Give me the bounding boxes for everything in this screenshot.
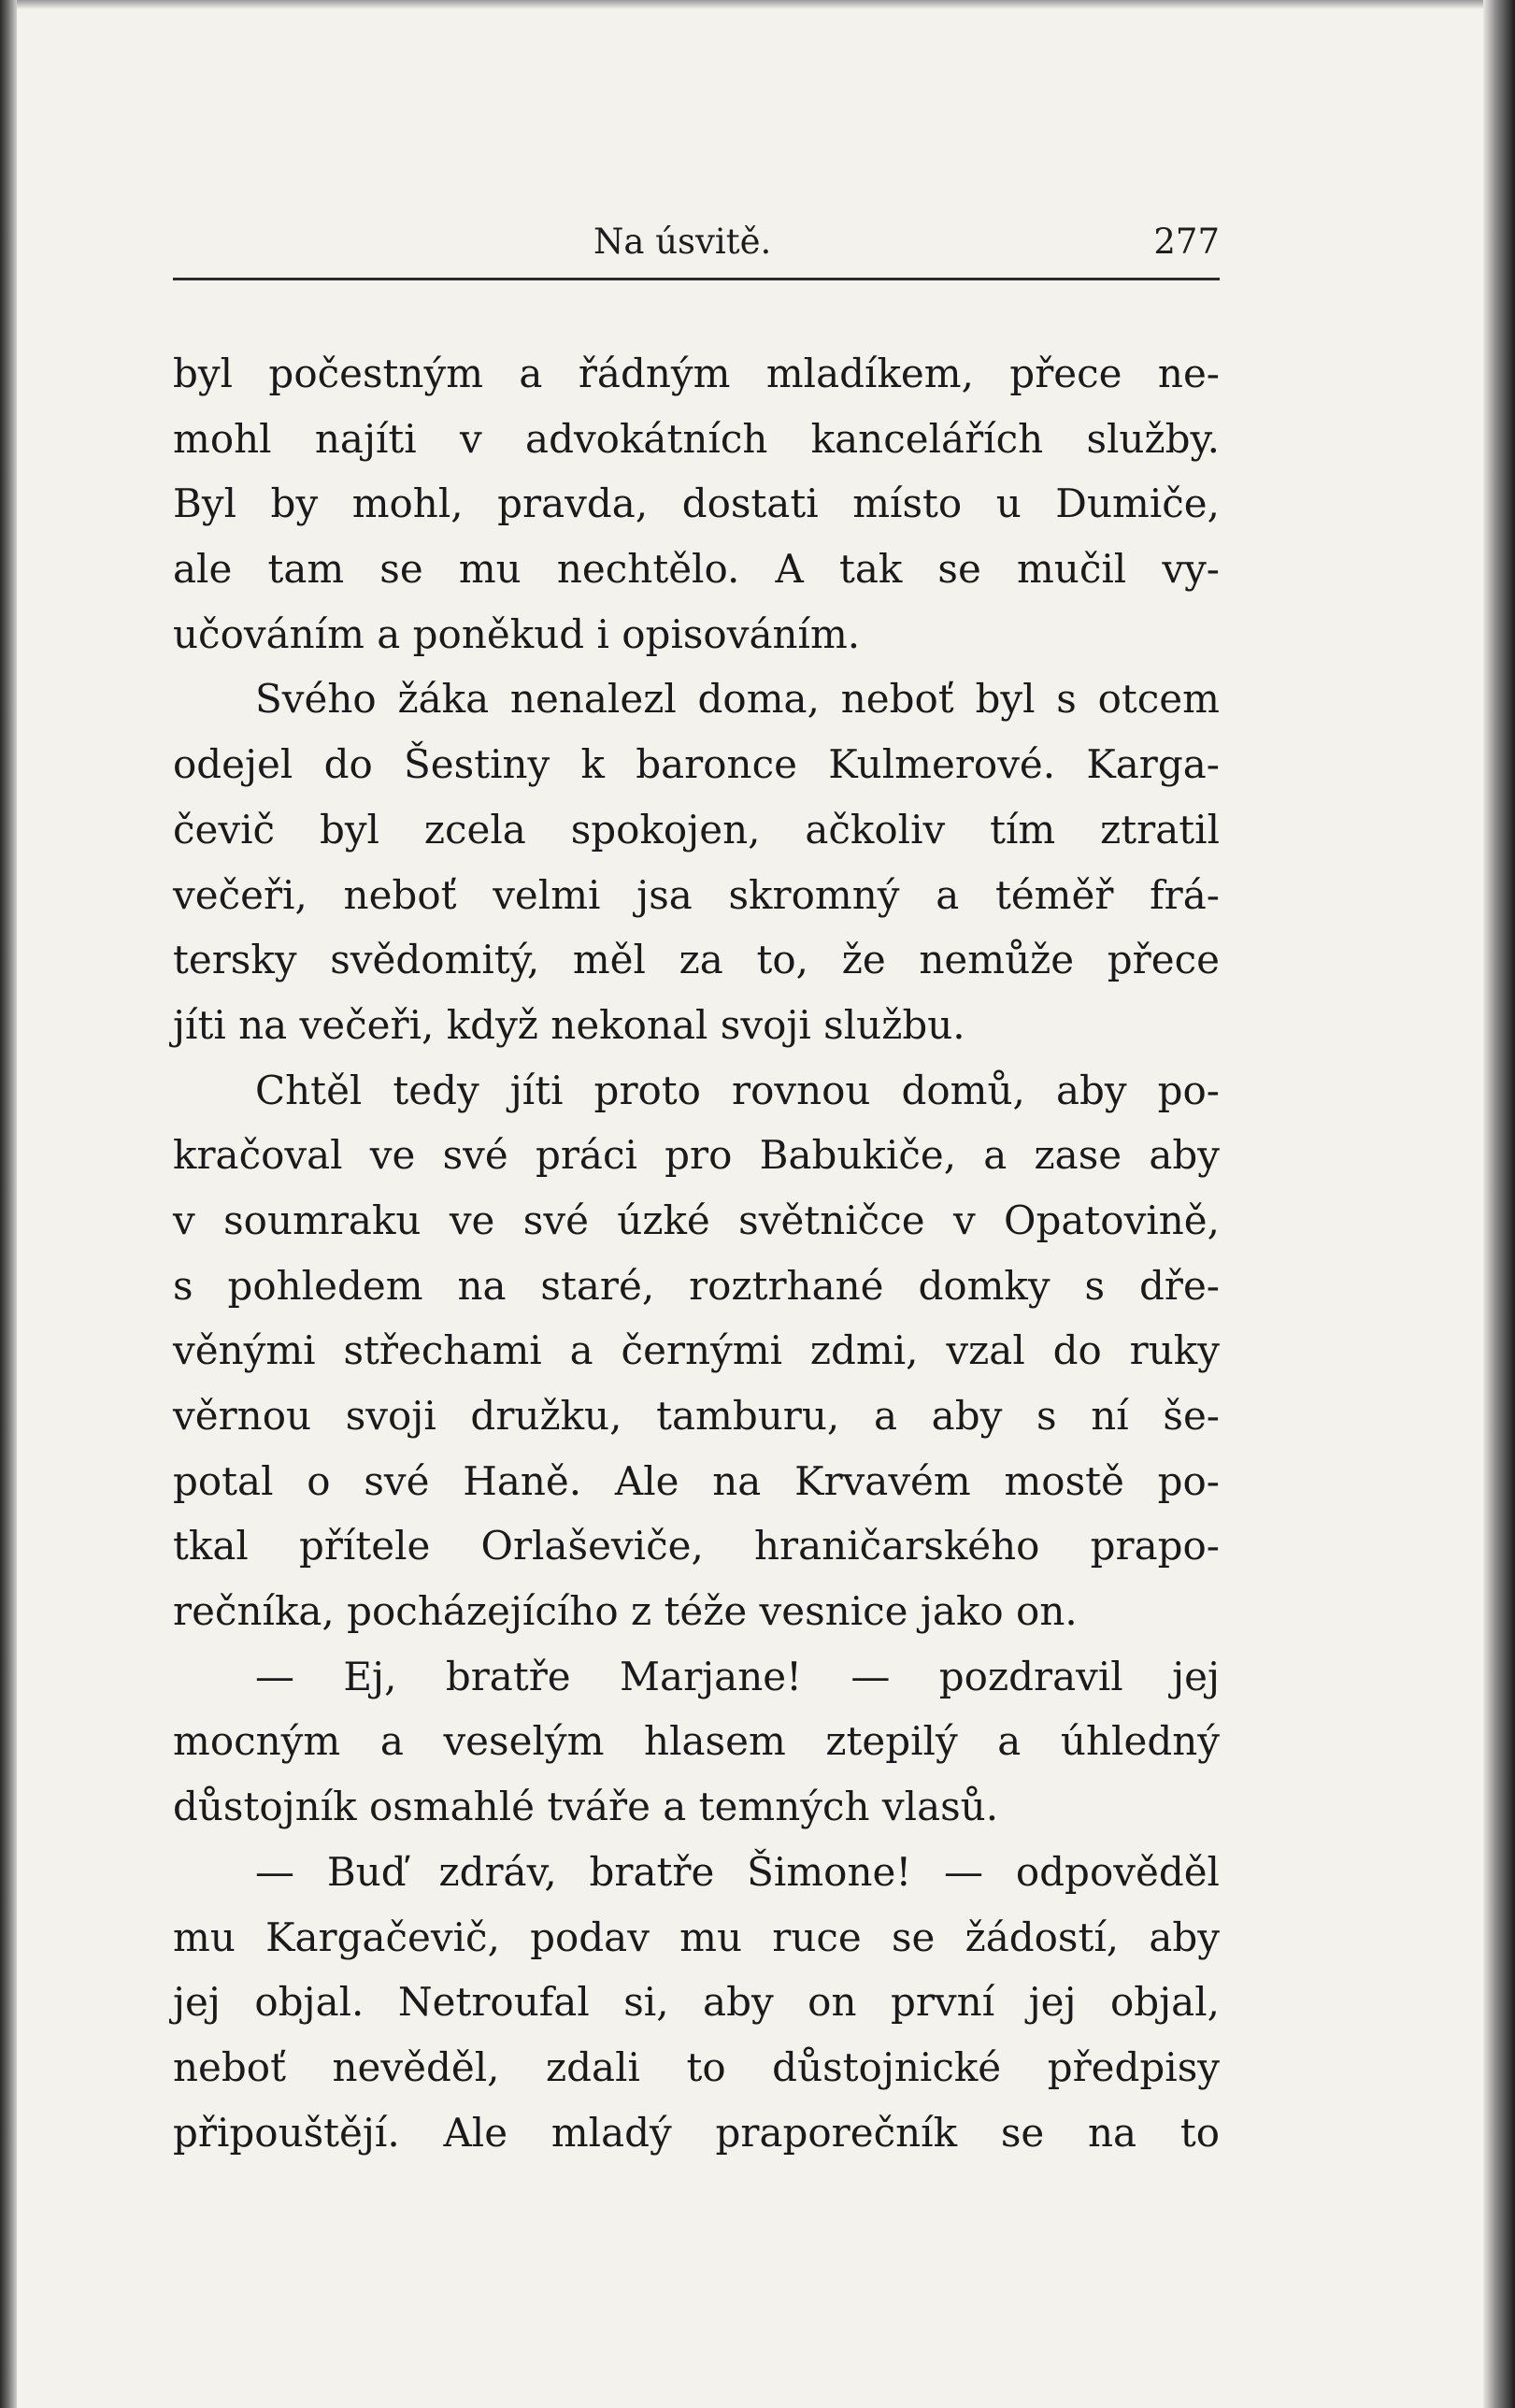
text-line: odejel do Šestiny k baronce Kulmerové. Karga- [173, 741, 1220, 788]
text-line: jíti na večeři, když nekonal svoji službu. [173, 1001, 965, 1048]
text-line: — Ej, bratře Marjane! — pozdravil jej [255, 1653, 1220, 1699]
text-line: s pohledem na staré, roztrhané domky s dře- [173, 1262, 1220, 1309]
text-line: večeři, neboť velmi jsa skromný a téměř frá- [173, 871, 1220, 918]
text-line: kračoval ve své práci pro Babukiče, a zase aby [173, 1132, 1220, 1179]
text-line: učováním a poněkud i opisováním. [173, 610, 861, 657]
body-text [173, 341, 1220, 2165]
page-top-edge-shadow [17, 0, 1483, 9]
text-line: čevič byl zcela spokojen, ačkoliv tím ztratil [173, 806, 1220, 853]
text-line: připouštějí. Ale mladý praporečník se na to [173, 2109, 1220, 2156]
text-line: věrnou svoji družku, tamburu, a aby s ní še- [173, 1393, 1220, 1439]
text-line: jej objal. Netroufal si, aby on první jej objal, [173, 1979, 1220, 2026]
text-line: mocným a veselým hlasem ztepilý a úhledný [173, 1718, 1220, 1765]
header-rule [173, 278, 1220, 280]
text-line: byl počestným a řádným mladíkem, přece ne- [173, 351, 1220, 396]
text-line: ale tam se mu nechtělo. A tak se mučil vy- [173, 546, 1220, 593]
text-line: tersky svědomitý, měl za to, že nemůže přece [173, 937, 1220, 983]
text-line: rečníka, pocházejícího z téže vesnice jako on. [173, 1588, 1078, 1635]
running-header [173, 210, 1220, 266]
text-line: neboť nevěděl, zdali to důstojnické předpisy [173, 2043, 1220, 2090]
page-number: 277 [1153, 222, 1220, 262]
text-line: Byl by mohl, pravda, dostati místo u Dumiče, [173, 480, 1220, 527]
page-left-edge-shadow [0, 0, 17, 2408]
text-line: Chtěl tedy jíti proto rovnou domů, aby po- [255, 1067, 1220, 1113]
text-line: potal o své Haně. Ale na Krvavém mostě po- [173, 1457, 1220, 1504]
text-line: důstojník osmahlé tváře a temných vlasů. [173, 1784, 999, 1830]
text-line: věnými střechami a černými zdmi, vzal do ruky [173, 1327, 1220, 1374]
text-line: tkal přítele Orlaševiče, hraničarského prapo- [173, 1523, 1220, 1570]
running-title: Na úsvitě. [593, 222, 772, 262]
page-right-edge-shadow [1483, 0, 1515, 2408]
text-line: mohl najíti v advokátních kancelářích služby. [173, 415, 1220, 462]
text-line: — Buď zdráv, bratře Šimone! — odpověděl [255, 1848, 1220, 1895]
text-line: mu Kargačevič, podav mu ruce se žádostí, aby [173, 1914, 1220, 1960]
text-line: Svého žáka nenalezl doma, neboť byl s otcem [255, 676, 1220, 723]
text-line: v soumraku ve své úzké světničce v Opatovině, [173, 1197, 1220, 1243]
